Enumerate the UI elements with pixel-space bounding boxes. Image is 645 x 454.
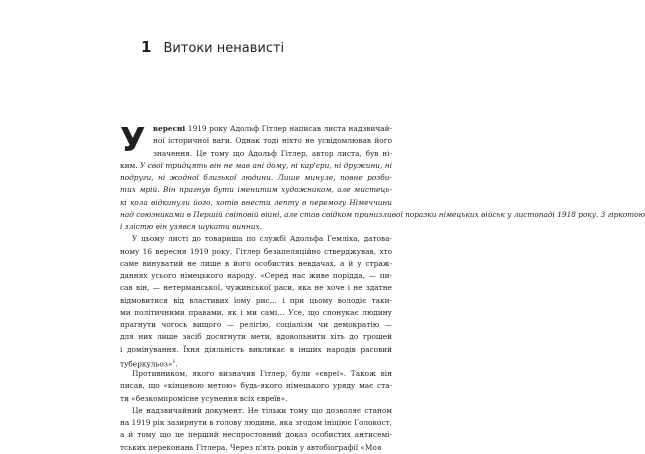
text-segment: У свої тридцять він не мав ані дому, ні кар'єри, ні дружини, ні [139,160,392,170]
text-line [120,307,392,319]
text-line [120,393,392,405]
text-segment: писав, що «кінцевою метою» будь-якого німецького уряду має ста- [120,381,392,391]
text-line [120,331,392,343]
text-line [120,160,392,172]
text-segment: . [175,359,178,369]
text-segment: ному 16 вересня 1919 року, Гітлер безапеляційно стверджував, хто [120,246,392,256]
text-segment: ної історичної ваги. Однак тоді ніхто не усвідомлював його [153,136,392,146]
text-segment: 1919 року Адольф Гітлер написав листа надзвичай- [185,124,392,133]
text-segment: прагнути чогось вищого — релігію, соціалізм чи демократію — [120,320,392,329]
text-segment: ми політичними правами, як і ми самі… Усе, що спонукає людину [120,307,392,317]
text-segment: Противником, якого визначив Гітлер, були «євреї». Також він [132,369,392,378]
text-segment: тських переконань Гітлера. Через п'ять років у автобіографії «Моя [120,442,382,452]
text-line [120,123,392,135]
text-line [120,344,392,356]
text-segment: і домінування. Їхня діяльність викликає в інших народів расовий [120,344,392,354]
text-line [120,135,392,147]
text-line [120,417,392,429]
text-segment: і злістю він узявся шукати винних. [120,222,262,231]
text-segment: Це надзвичайний документ. Не тільки тому що дозволяє станом [132,405,392,415]
text-line [120,282,392,294]
chapter-heading [141,38,284,56]
text-line [120,270,392,282]
text-segment: подруги, ні жодної близької людини. Лише минуле, повне розби- [120,173,392,182]
text-segment: на 1919 рік зазирнути в голову людини, яка згодом ініціює Голокост, [120,418,392,427]
text-line [120,184,392,196]
text-line [120,380,392,392]
text-segment: даннях усього німецького народу. «Серед нас живе порідда, — пи- [120,271,392,280]
text-segment: саме винуватий не лише в його особистих невдачах, а й у страж- [120,258,392,268]
text-segment: а й тому що це перший неспростовний доказ особистих антисемі- [120,430,392,440]
text-segment: ти «безкомпромісне усунення всіх євреїв». [120,393,288,403]
chapter-number: 1 [141,38,152,56]
text-segment: сав він, — нетерманської, чужинської раси, яка не хоче і не здатне [120,283,392,293]
drop-cap: У [120,120,146,159]
text-line [120,148,392,160]
text-line [120,368,392,380]
text-line [120,221,392,233]
text-segment: над союзниками в Першій світовій війні, але став свідком принизливої поразки німецьких військ у листопаді 1918 року. З гіркотою [120,209,645,219]
text-line [120,356,392,368]
text-segment: тих мрій. Він прагнув бути іменитим художником, але мистець- [120,185,392,195]
text-segment: для них лише засіб досягнути мети, вдовольнити хіть до грошей [120,332,392,342]
text-segment: значення. Це тому що Адольф Гітлер, автор листа, був ні- [153,148,392,158]
text-line [120,429,392,441]
text-line [120,209,645,221]
body-text [120,120,645,454]
chapter-title: Витоки ненависті [163,41,285,56]
text-line [120,258,392,270]
text-line [120,442,392,454]
text-segment: ким. [120,160,140,170]
text-segment: відмовитися від властивих їому рис… і при цьому володіє таки- [120,295,392,305]
text-line [120,246,392,258]
text-line [120,197,392,209]
text-line [120,233,392,245]
text-segment: кі кола відкинули його, хотів внести лепту в перемогу Німеччини [120,197,392,207]
text-segment: У цьому листі до товариша по службі Адольфа Гемліха, датова- [132,234,392,244]
text-segment: туберкульоз» [120,359,173,369]
footnote-marker: 1 [172,358,176,365]
text-line [120,172,392,184]
text-line [120,405,392,417]
text-line [120,295,392,307]
text-line [120,319,392,331]
text-segment: вересні [153,124,186,133]
